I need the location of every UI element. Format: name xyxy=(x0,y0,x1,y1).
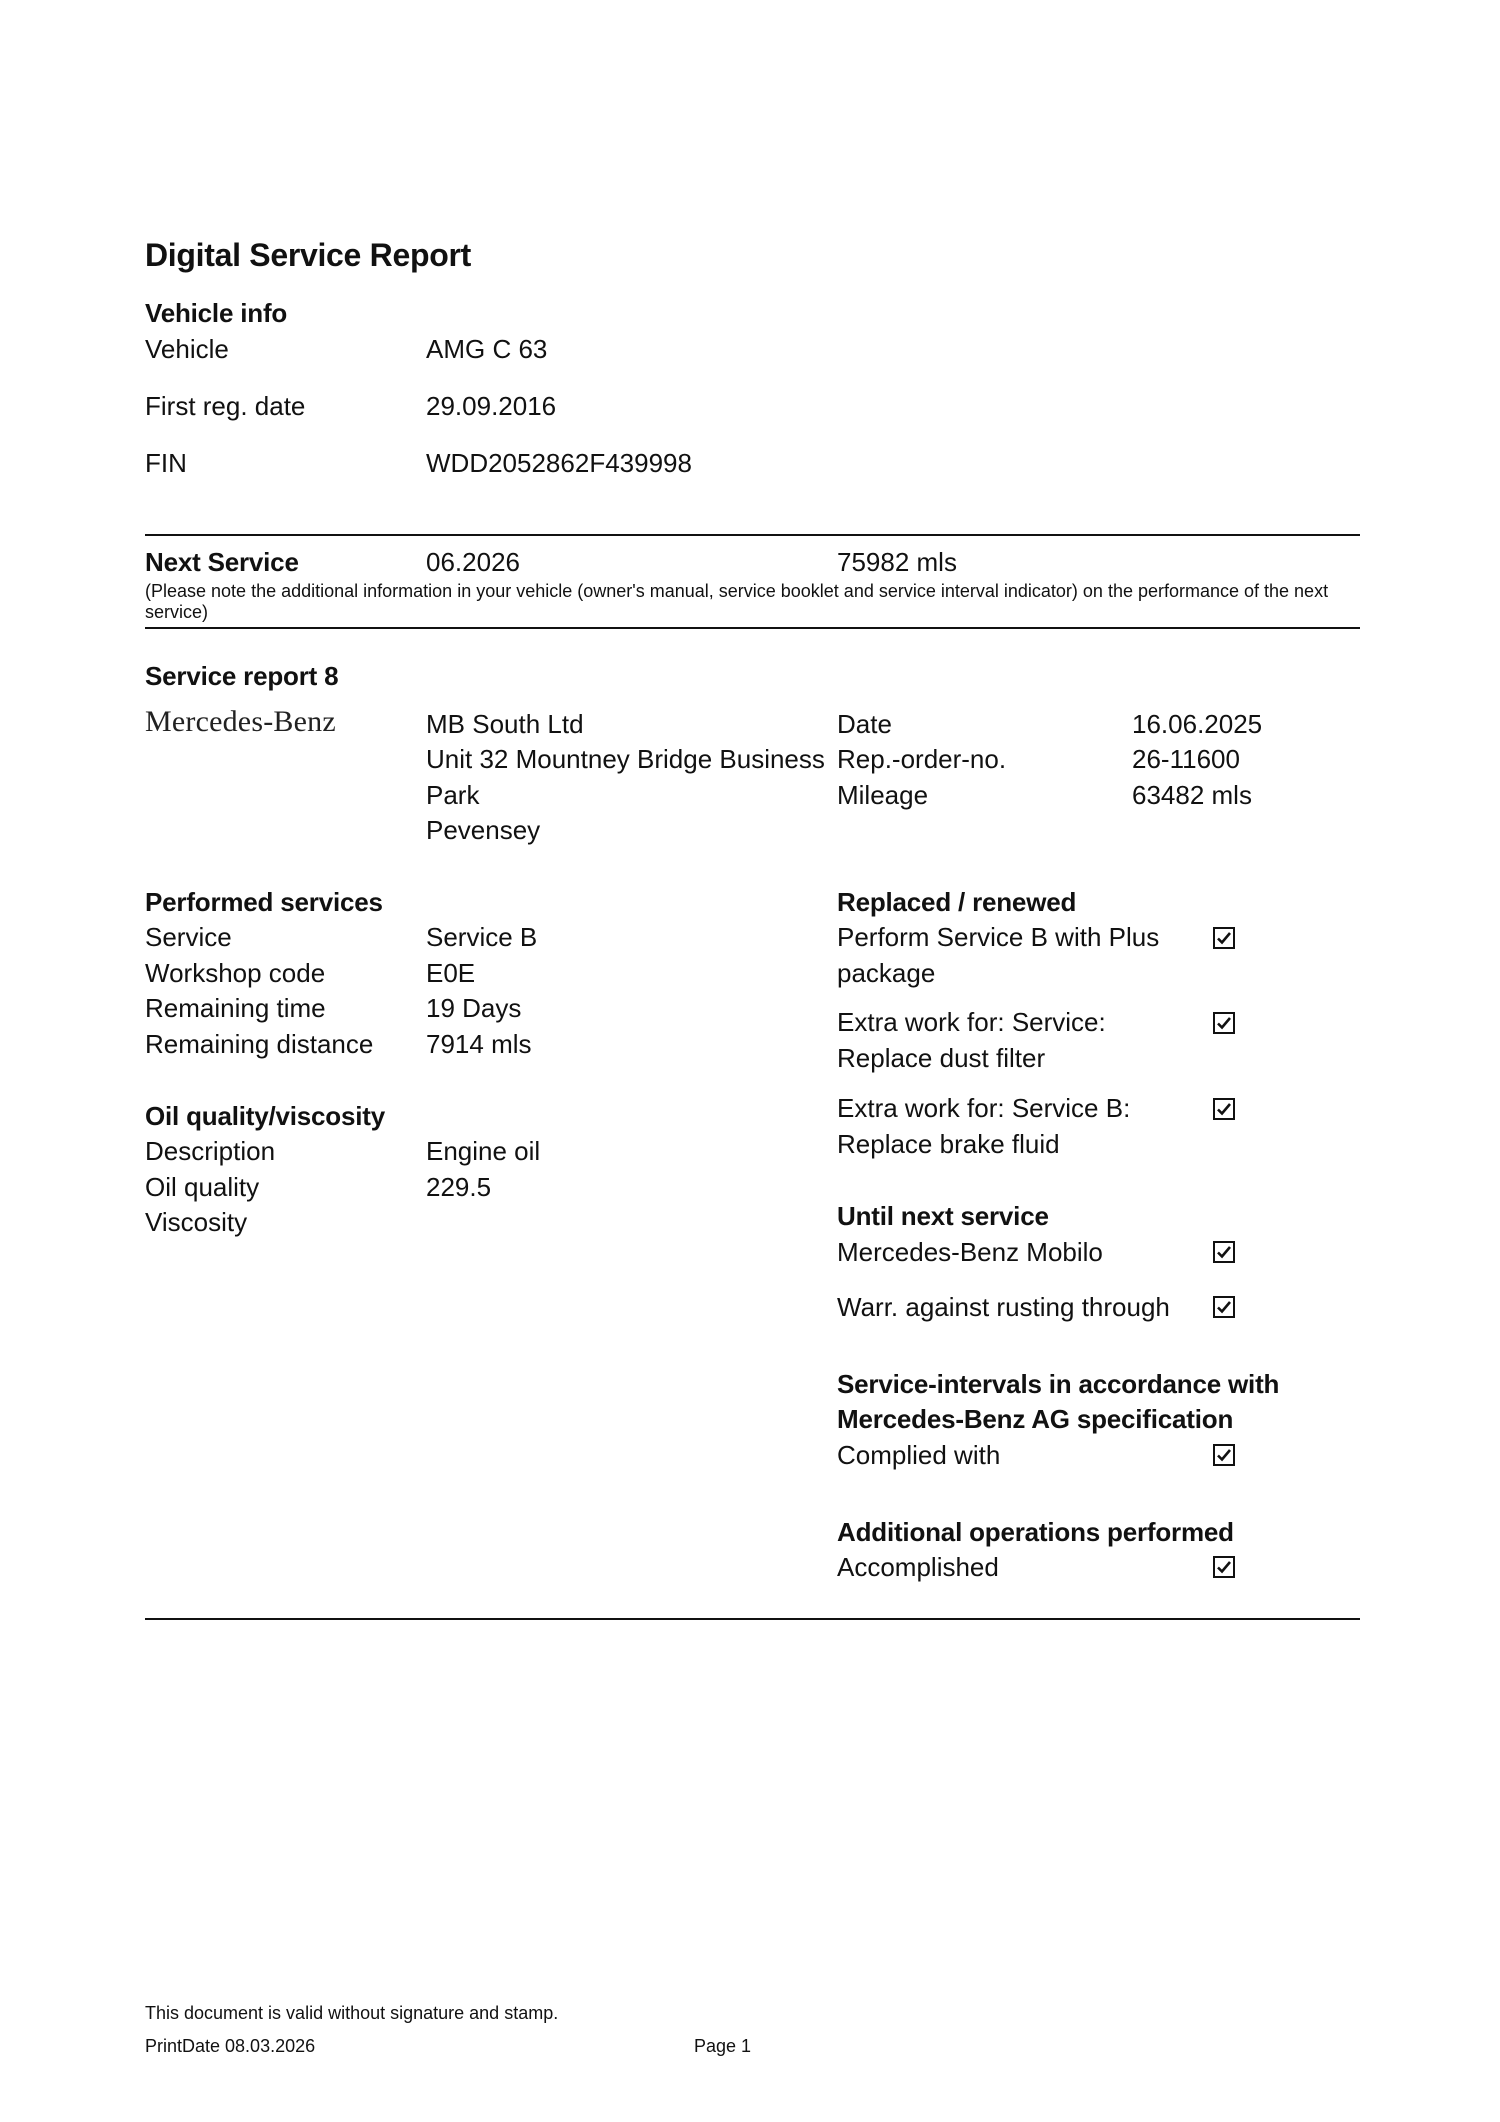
dealer-name: MB South Ltd xyxy=(426,709,584,739)
oil-quality-label: Oil quality xyxy=(145,1172,260,1202)
print-date: PrintDate 08.03.2026 xyxy=(145,2036,316,2056)
oil-description-label: Description xyxy=(145,1136,276,1166)
date-value: 16.06.2025 xyxy=(1132,709,1263,739)
until-next-heading: Until next service xyxy=(837,1201,1049,1231)
next-service-bottom-rule xyxy=(145,627,1360,629)
dealer-town: Pevensey xyxy=(426,815,541,845)
fin-label: FIN xyxy=(145,448,187,478)
next-service-date: 06.2026 xyxy=(426,547,520,577)
oil-heading: Oil quality/viscosity xyxy=(145,1101,385,1131)
replaced-item-2-line2: Replace dust filter xyxy=(837,1043,1046,1073)
replaced-item-2-line1: Extra work for: Service: xyxy=(837,1007,1106,1037)
validity-note: This document is valid without signature and stamp. xyxy=(145,2003,559,2023)
vehicle-info-heading: Vehicle info xyxy=(145,298,288,328)
fin-value: WDD2052862F439998 xyxy=(426,448,692,478)
checkmark-icon xyxy=(1216,1244,1232,1260)
service-report-heading: Service report 8 xyxy=(145,661,339,691)
intervals-heading-line2: Mercedes-Benz AG specification xyxy=(837,1404,1234,1434)
next-service-distance: 75982 mls xyxy=(837,547,957,577)
dealer-address-line2: Park xyxy=(426,780,480,810)
viscosity-label: Viscosity xyxy=(145,1207,248,1237)
first-reg-date-label: First reg. date xyxy=(145,391,306,421)
complied-with-label: Complied with xyxy=(837,1440,1001,1470)
next-service-heading: Next Service xyxy=(145,547,299,577)
rust-warranty-checkbox[interactable] xyxy=(1213,1296,1235,1318)
mobilo-checkbox[interactable] xyxy=(1213,1241,1235,1263)
dealer-address-line1: Unit 32 Mountney Bridge Business xyxy=(426,744,825,774)
next-service-top-rule xyxy=(145,534,1360,536)
workshop-code-label: Workshop code xyxy=(145,958,326,988)
first-reg-date-value: 29.09.2016 xyxy=(426,391,557,421)
oil-description-value: Engine oil xyxy=(426,1136,541,1166)
complied-with-checkbox[interactable] xyxy=(1213,1444,1235,1466)
mileage-label: Mileage xyxy=(837,780,929,810)
service-label: Service xyxy=(145,922,232,952)
intervals-heading-line1: Service-intervals in accordance with xyxy=(837,1369,1280,1399)
additional-heading: Additional operations performed xyxy=(837,1517,1234,1547)
mercedes-benz-logo: Mercedes-Benz xyxy=(145,705,336,738)
replaced-item-3-checkbox[interactable] xyxy=(1213,1098,1235,1120)
replaced-heading: Replaced / renewed xyxy=(837,887,1077,917)
service-value: Service B xyxy=(426,922,538,952)
remaining-distance-label: Remaining distance xyxy=(145,1029,374,1059)
replaced-item-1-line2: package xyxy=(837,958,936,988)
rust-warranty-label: Warr. against rusting through xyxy=(837,1292,1170,1322)
next-service-note: (Please note the additional information in your vehicle (owner's manual, service booklet and service interval indicator) on the performance of the next service) xyxy=(145,581,1329,622)
vehicle-value: AMG C 63 xyxy=(426,334,548,364)
replaced-item-2-checkbox[interactable] xyxy=(1213,1012,1235,1034)
mobilo-label: Mercedes-Benz Mobilo xyxy=(837,1237,1103,1267)
replaced-item-3-line1: Extra work for: Service B: xyxy=(837,1093,1131,1123)
mileage-value: 63482 mls xyxy=(1132,780,1252,810)
replaced-item-1-checkbox[interactable] xyxy=(1213,927,1235,949)
checkmark-icon xyxy=(1216,1101,1232,1117)
replaced-item-1-line1: Perform Service B with Plus xyxy=(837,922,1160,952)
checkmark-icon xyxy=(1216,1015,1232,1031)
workshop-code-value: E0E xyxy=(426,958,476,988)
rep-order-label: Rep.-order-no. xyxy=(837,744,1007,774)
checkmark-icon xyxy=(1216,930,1232,946)
remaining-distance-value: 7914 mls xyxy=(426,1029,532,1059)
page-number: Page 1 xyxy=(694,2036,752,2056)
accomplished-label: Accomplished xyxy=(837,1552,999,1582)
remaining-time-value: 19 Days xyxy=(426,993,522,1023)
checkmark-icon xyxy=(1216,1299,1232,1315)
checkmark-icon xyxy=(1216,1447,1232,1463)
report-bottom-rule xyxy=(145,1618,1360,1620)
accomplished-checkbox[interactable] xyxy=(1213,1556,1235,1578)
page-title: Digital Service Report xyxy=(145,237,471,273)
date-label: Date xyxy=(837,709,892,739)
checkmark-icon xyxy=(1216,1559,1232,1575)
performed-services-heading: Performed services xyxy=(145,887,383,917)
vehicle-label: Vehicle xyxy=(145,334,229,364)
replaced-item-3-line2: Replace brake fluid xyxy=(837,1129,1060,1159)
remaining-time-label: Remaining time xyxy=(145,993,326,1023)
rep-order-value: 26-11600 xyxy=(1132,744,1240,774)
oil-quality-value: 229.5 xyxy=(426,1172,492,1202)
